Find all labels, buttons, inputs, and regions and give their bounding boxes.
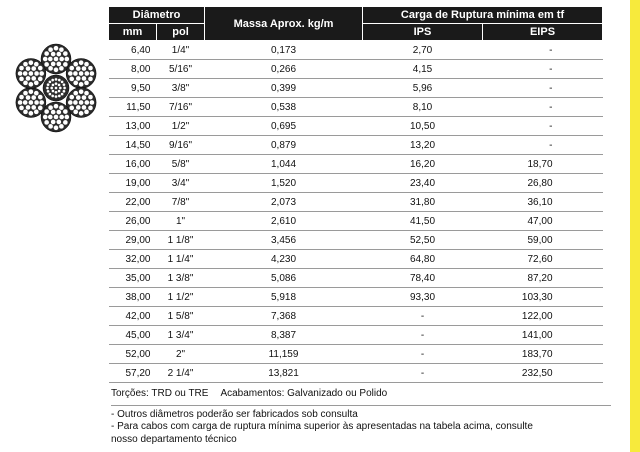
- table-row: [109, 269, 603, 288]
- table-row: [109, 212, 603, 231]
- header-massa: Massa Aprox. kg/m: [205, 7, 363, 41]
- table-row: [109, 98, 603, 117]
- cell-eips: -: [483, 41, 603, 60]
- cell-pol: 2 1/4": [157, 364, 205, 383]
- cell-massa: 5,918: [205, 288, 363, 307]
- cell-eips: -: [483, 60, 603, 79]
- cell-massa: 11,159: [205, 345, 363, 364]
- cell-massa: 0,266: [205, 60, 363, 79]
- cell-pol: 7/16": [157, 98, 205, 117]
- header-ips: IPS: [363, 24, 483, 41]
- cell-pol: 5/16": [157, 60, 205, 79]
- cell-eips: 141,00: [483, 326, 603, 345]
- cell-mm: 26,00: [109, 212, 157, 231]
- cell-ips: -: [363, 326, 483, 345]
- note-department: nosso departamento técnico: [111, 433, 237, 445]
- cell-mm: 6,40: [109, 41, 157, 60]
- cell-massa: 0,538: [205, 98, 363, 117]
- cell-massa: 0,879: [205, 136, 363, 155]
- cell-ips: -: [363, 364, 483, 383]
- cell-eips: -: [483, 98, 603, 117]
- cell-pol: 1": [157, 212, 205, 231]
- cell-ips: 78,40: [363, 269, 483, 288]
- cell-eips: -: [483, 117, 603, 136]
- cell-massa: 2,073: [205, 193, 363, 212]
- header-diametro: Diâmetro: [109, 7, 205, 24]
- cell-massa: 0,695: [205, 117, 363, 136]
- cell-massa: 3,456: [205, 231, 363, 250]
- cell-pol: 1 3/8": [157, 269, 205, 288]
- cell-eips: 59,00: [483, 231, 603, 250]
- cell-mm: 38,00: [109, 288, 157, 307]
- cell-pol: 9/16": [157, 136, 205, 155]
- table-row: [109, 288, 603, 307]
- torcoes-text: Torções: TRD ou TRE: [111, 388, 209, 399]
- cell-pol: 1 1/8": [157, 231, 205, 250]
- cell-pol: 1 3/4": [157, 326, 205, 345]
- table-row: [109, 155, 603, 174]
- cell-mm: 9,50: [109, 79, 157, 98]
- cell-pol: 7/8": [157, 193, 205, 212]
- header-carga: Carga de Ruptura mínima em tf: [363, 7, 603, 24]
- spec-table: [108, 6, 603, 383]
- cell-ips: 31,80: [363, 193, 483, 212]
- table-row: [109, 117, 603, 136]
- cell-ips: -: [363, 307, 483, 326]
- cell-eips: 122,00: [483, 307, 603, 326]
- cell-mm: 52,00: [109, 345, 157, 364]
- cell-eips: 47,00: [483, 212, 603, 231]
- cell-eips: -: [483, 136, 603, 155]
- table-row: [109, 307, 603, 326]
- notes-specs-line: [111, 388, 611, 401]
- table-row: [109, 41, 603, 60]
- cell-massa: 0,173: [205, 41, 363, 60]
- header-pol: pol: [157, 24, 205, 41]
- cell-mm: 29,00: [109, 231, 157, 250]
- table-row: [109, 345, 603, 364]
- cell-ips: 5,96: [363, 79, 483, 98]
- table-row: [109, 364, 603, 383]
- cell-pol: 3/8": [157, 79, 205, 98]
- cell-mm: 14,50: [109, 136, 157, 155]
- cell-mm: 45,00: [109, 326, 157, 345]
- cell-mm: 57,20: [109, 364, 157, 383]
- wire-rope-cross-section-icon: [6, 38, 106, 138]
- cell-pol: 3/4": [157, 174, 205, 193]
- cell-eips: 87,20: [483, 269, 603, 288]
- cell-pol: 1 5/8": [157, 307, 205, 326]
- cell-eips: 183,70: [483, 345, 603, 364]
- note-other-diameters: - Outros diâmetros poderão ser fabricados sob consulta: [111, 405, 611, 422]
- cell-eips: 103,30: [483, 288, 603, 307]
- cell-pol: 1/4": [157, 41, 205, 60]
- cell-pol: 5/8": [157, 155, 205, 174]
- table-row: [109, 79, 603, 98]
- acabamentos-text: Acabamentos: Galvanizado ou Polido: [220, 388, 388, 399]
- cell-pol: 1 1/4": [157, 250, 205, 269]
- cell-eips: 26,80: [483, 174, 603, 193]
- cell-pol: 1/2": [157, 117, 205, 136]
- cell-ips: 4,15: [363, 60, 483, 79]
- accent-bar: [630, 0, 640, 452]
- cell-pol: 2": [157, 345, 205, 364]
- cell-ips: 16,20: [363, 155, 483, 174]
- table-row: [109, 231, 603, 250]
- cell-mm: 11,50: [109, 98, 157, 117]
- cell-massa: 4,230: [205, 250, 363, 269]
- cell-ips: 10,50: [363, 117, 483, 136]
- table-row: [109, 326, 603, 345]
- cell-massa: 0,399: [205, 79, 363, 98]
- table-row: [109, 174, 603, 193]
- cell-eips: 232,50: [483, 364, 603, 383]
- cell-pol: 1 1/2": [157, 288, 205, 307]
- table-row: [109, 250, 603, 269]
- cell-mm: 35,00: [109, 269, 157, 288]
- cell-ips: -: [363, 345, 483, 364]
- cell-eips: 72,60: [483, 250, 603, 269]
- table-row: [109, 136, 603, 155]
- table-body: [109, 41, 603, 383]
- notes-section: [111, 388, 611, 446]
- cell-massa: 1,044: [205, 155, 363, 174]
- cell-mm: 42,00: [109, 307, 157, 326]
- cell-eips: 18,70: [483, 155, 603, 174]
- note-higher-load: - Para cabos com carga de ruptura mínima superior às apresentadas na tabela acima, consulte: [111, 421, 533, 432]
- table-row: [109, 60, 603, 79]
- cell-massa: 13,821: [205, 364, 363, 383]
- cell-ips: 93,30: [363, 288, 483, 307]
- cell-mm: 22,00: [109, 193, 157, 212]
- cell-ips: 13,20: [363, 136, 483, 155]
- cell-eips: -: [483, 79, 603, 98]
- table-row: [109, 193, 603, 212]
- cell-massa: 8,387: [205, 326, 363, 345]
- cell-ips: 64,80: [363, 250, 483, 269]
- cell-ips: 52,50: [363, 231, 483, 250]
- header-mm: mm: [109, 24, 157, 41]
- cell-mm: 8,00: [109, 60, 157, 79]
- header-eips: EIPS: [483, 24, 603, 41]
- cell-mm: 13,00: [109, 117, 157, 136]
- cell-mm: 19,00: [109, 174, 157, 193]
- cell-mm: 32,00: [109, 250, 157, 269]
- cell-massa: 1,520: [205, 174, 363, 193]
- cell-ips: 8,10: [363, 98, 483, 117]
- cell-massa: 2,610: [205, 212, 363, 231]
- cell-ips: 2,70: [363, 41, 483, 60]
- cell-mm: 16,00: [109, 155, 157, 174]
- cell-ips: 23,40: [363, 174, 483, 193]
- cell-massa: 7,368: [205, 307, 363, 326]
- cell-ips: 41,50: [363, 212, 483, 231]
- cell-eips: 36,10: [483, 193, 603, 212]
- cell-massa: 5,086: [205, 269, 363, 288]
